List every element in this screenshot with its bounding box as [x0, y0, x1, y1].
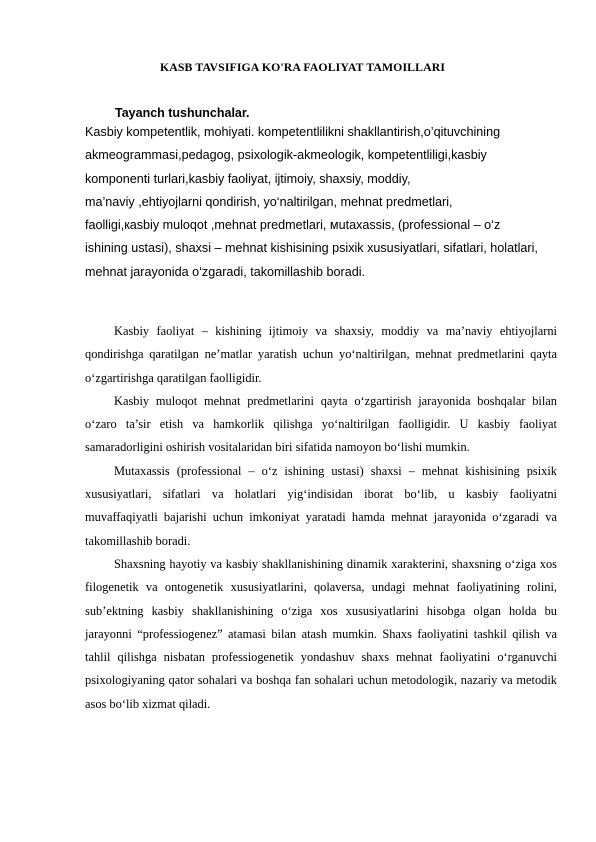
document-title: KASB TAVSIFIGA KO'RA FAOLIYAT TAMOILLARI: [160, 60, 446, 74]
paragraph-kasbiy-muloqot: Kasbiy muloqot mehnat predmetlarini qayta o‘zgartirish jarayonida boshqalar bilan o‘zaro ta’sir etish va hamkorlik qilishga yo‘naltirilgan faolligidir. U kasbiy faoliyat samaradorligini oshirish vositalaridan biri sifatida namoyon bo‘lishi mumkin.: [85, 393, 557, 455]
key-concepts-list: [85, 121, 565, 284]
key-concepts-line: akmeogrammasi,pedagog, psixologik-akmeologik, kompetentliligi,kasbiy: [85, 148, 487, 163]
key-concepts-line: komponenti turlari,kasbiy faoliyat, ijtimoiy, shaxsiy, moddiy,: [85, 171, 411, 186]
key-concepts-heading: Tayanch tushunchalar.: [115, 106, 250, 120]
key-concepts-line: ishining ustasi), shaxsi – mehnat kishisining psixik xususiyatlari, sifatlari, holatlari,: [85, 241, 538, 256]
key-concepts-line: ma’naviy ,ehtiyojlarni qondirish, yo‘naltirilgan, mehnat predmetlari,: [85, 194, 453, 209]
paragraph-kasbiy-faoliyat: Kasbiy faoliyat – kishining ijtimoiy va shaxsiy, moddiy va ma’naviy ehtiyojlarni qondirishga qaratilgan ne’matlar yaratish uchun yo‘naltirilgan, mehnat predmetlarini qayta o‘zgartirishga qaratilgan faolligidir.: [85, 324, 557, 385]
key-concepts-line: faolligi,кasbiy muloqot ,mehnat predmetlari, мutaxassis, (professional – o‘z: [85, 218, 501, 233]
paragraph-professiogenez: Shaxsning hayotiy va kasbiy shakllanishining dinamik xarakterini, shaxsning o‘ziga xos filogenetik va ontogenetik xususiyatlarini, qolaversa, undagi mehnat faoliyatining rolini, sub’ektning kasbiy shakllanishining o‘ziga xos xususiyatlarini hisobga olgan holda bu jarayonni “professiogenez” atamasi bilan atash mumkin. Shaxs faoliyatini tashkil qilish va tahlil qilishga nisbatan professiogenetik yondashuv shaxs mehnat faoliyatini o‘rganuvchi psixologiyaning qator sohalari va boshqa fan sohalari uchun metodologik, nazariy va metodik asos bo‘lib xizmat qiladi.: [85, 556, 557, 711]
paragraph-mutaxassis: Mutaxassis (professional – o‘z ishining ustasi) shaxsi – mehnat kishisining psixik xususiyatlari, sifatlari va holatlari yig‘indisidan iborat bo‘lib, u kasbiy faoliyatni muvaffaqiyatli bajarishi uchun imkoniyat yaratadi hamda mehnat jarayonida o‘zgaradi va takomillashib boradi.: [85, 463, 557, 548]
key-concepts-line: mehnat jarayonida o‘zgaradi, takomillashib boradi.: [85, 264, 366, 279]
body-text: [85, 320, 557, 716]
key-concepts-line: Kasbiy kompetentlik, mohiyati. kompetentlilikni shakllantirish,o’qituvchining: [85, 125, 501, 139]
